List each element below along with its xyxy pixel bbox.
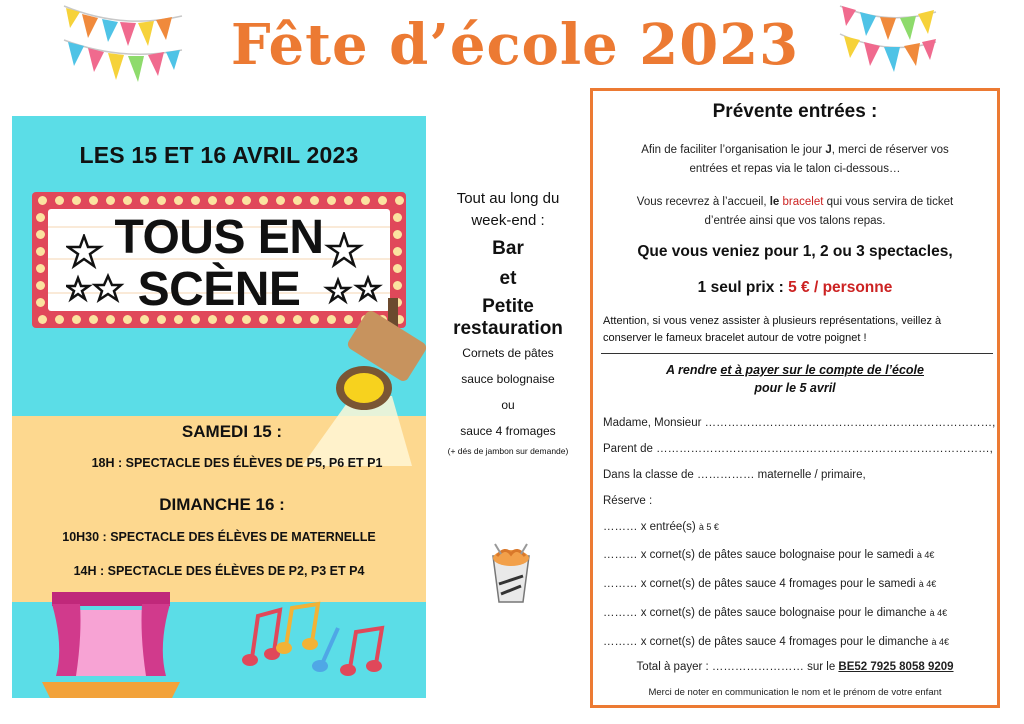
and-label: et — [499, 268, 517, 289]
form-question: Que vous veniez pour 1, 2 ou 3 spectacles, — [637, 243, 953, 260]
marquee-bulb — [106, 315, 115, 324]
total-line[interactable] — [593, 661, 997, 673]
order-line-3[interactable] — [603, 607, 995, 619]
marquee-bulb — [259, 315, 268, 324]
marquee-bulb — [38, 315, 47, 324]
weekend-intro-line-1: Tout au long du — [456, 190, 560, 207]
order-line-1[interactable] — [603, 549, 995, 561]
poster-headline-line-1: TOUS EN — [114, 211, 324, 264]
middle-info — [432, 188, 584, 458]
saturday-title: SAMEDI 15 : — [181, 422, 283, 441]
bracelet-word: bracelet — [782, 196, 824, 208]
star-icons-left — [66, 234, 156, 314]
marquee-bulb — [106, 196, 115, 205]
food-title-line-1: Petite — [482, 296, 534, 317]
marquee-bulb — [208, 315, 217, 324]
return-text-c: pour le 5 avril — [754, 381, 836, 395]
event-poster — [12, 116, 426, 698]
marquee-bulb — [378, 196, 387, 205]
return-text-b: et à payer sur le compte de l’école — [720, 363, 924, 377]
total-label: Total à payer : …………………… sur le — [636, 661, 839, 673]
form-footer: Merci de noter en communication le nom et le prénom de votre enfant — [648, 687, 942, 698]
form-intro-1-text-b: , merci de réserver vos — [831, 144, 949, 156]
order-line-entry[interactable] — [603, 521, 995, 533]
sunday-title: DIMANCHE 16 : — [159, 495, 285, 514]
marquee-bulb — [191, 315, 200, 324]
order-line-2[interactable] — [603, 578, 995, 590]
food-item: sauce 4 fromages — [460, 424, 556, 438]
order-line-3-text: ……… x cornet(s) de pâtes sauce bolognaise pour le dimanche — [603, 607, 930, 619]
marquee-bulb — [259, 196, 268, 205]
bunting-left-icon — [62, 0, 184, 96]
food-title-line-2: restauration — [453, 318, 563, 339]
order-line-3-price: à 4€ — [929, 608, 948, 618]
order-line-4-text: ……… x cornet(s) de pâtes sauce 4 fromages pour le dimanche — [603, 636, 932, 648]
order-line-1-price: à 4€ — [916, 550, 935, 560]
marquee-bulb — [293, 196, 302, 205]
food-title — [432, 296, 584, 340]
order-line-4[interactable] — [603, 636, 995, 648]
marquee-bulb — [327, 196, 336, 205]
form-intro-1-text: Afin de faciliter l’organisation le jour — [641, 144, 826, 156]
music-notes-icon — [240, 598, 390, 684]
price-value: 5 € / personne — [788, 279, 893, 296]
marquee-bulb — [395, 196, 404, 205]
saturday-show: 18H : SPECTACLE DES ÉLÈVES DE P5, P6 ET P1 — [91, 456, 383, 470]
marquee-bulb — [55, 315, 64, 324]
marquee-bulb — [310, 196, 319, 205]
marquee-bulb — [174, 196, 183, 205]
form-intro-2-text: Vous recevrez à l’accueil, — [636, 196, 770, 208]
marquee-bulb — [276, 315, 285, 324]
form-warning: Attention, si vous venez assister à plusieurs représentations, veillez à conserver le fameux bracelet autour de votre poignet ! — [603, 315, 942, 344]
marquee-bulb — [225, 196, 234, 205]
sunday-show-1: 10H30 : SPECTACLE DES ÉLÈVES DE MATERNELLE — [62, 530, 376, 544]
form-price — [593, 279, 997, 297]
form-title: Prévente entrées : — [712, 101, 878, 122]
bunting-right-icon — [838, 0, 938, 84]
order-line-entry-price: à 5 € — [698, 522, 719, 532]
marquee-bulb — [140, 196, 149, 205]
form-intro-2 — [593, 193, 997, 231]
form-intro-1 — [593, 141, 997, 179]
marquee-bulb — [242, 315, 251, 324]
food-item: Cornets de pâtes — [462, 346, 554, 360]
field-class[interactable]: Dans la classe de …………… maternelle / primaire, — [603, 469, 866, 481]
marquee-bulb — [225, 315, 234, 324]
marquee-bulb — [72, 196, 81, 205]
field-parent[interactable]: Parent de ……………………………………………………………………………, — [603, 443, 993, 455]
order-line-2-text: ……… x cornet(s) de pâtes sauce 4 fromages pour le samedi — [603, 578, 919, 590]
form-intro-2-text-b: qui vous servira de ticket — [823, 196, 954, 208]
return-instructions — [593, 361, 997, 397]
marquee-bulb — [191, 196, 200, 205]
page-title: Fête d’école 2023 — [230, 12, 800, 78]
poster-dates: LES 15 ET 16 AVRIL 2023 — [79, 142, 359, 168]
marquee-bulb — [157, 196, 166, 205]
marquee-bulb — [174, 315, 183, 324]
form-intro-1-text-c: entrées et repas via le talon ci-dessous… — [689, 163, 901, 175]
pasta-box-icon — [487, 540, 535, 604]
order-line-entry-text: ……… x entrée(s) — [603, 521, 699, 533]
stage-curtain-icon — [36, 586, 186, 698]
marquee-bulb — [38, 196, 47, 205]
marquee-bulb — [72, 315, 81, 324]
iban-number: BE52 7925 8058 9209 — [838, 661, 954, 673]
food-item: ou — [501, 398, 515, 412]
marquee-bulb — [242, 196, 251, 205]
form-intro-2-le: le — [769, 196, 780, 208]
weekend-intro — [432, 188, 584, 232]
price-label: 1 seul prix : — [697, 279, 789, 296]
marquee-bulb — [123, 196, 132, 205]
weekend-intro-line-2: week-end : — [471, 212, 545, 229]
marquee-bulb — [89, 315, 98, 324]
cut-line — [601, 353, 993, 354]
form-intro-2-text-c: d’entrée ainsi que vos talons repas. — [704, 215, 886, 227]
marquee-bulb — [55, 196, 64, 205]
marquee-bulb — [276, 196, 285, 205]
return-text-a: A rendre — [666, 363, 721, 377]
order-line-4-price: à 4€ — [931, 637, 950, 647]
marquee-bulb — [361, 196, 370, 205]
marquee-bulb — [123, 315, 132, 324]
sunday-show-2: 14H : SPECTACLE DES ÉLÈVES DE P2, P3 ET P4 — [73, 564, 365, 578]
bar-label: Bar — [492, 238, 524, 259]
marquee-bulb — [140, 315, 149, 324]
food-note: (+ dés de jambon sur demande) — [447, 446, 569, 456]
marquee-bulb — [344, 196, 353, 205]
marquee-bulb — [89, 196, 98, 205]
form-intro-1-j: J — [825, 144, 832, 156]
marquee-bulb — [208, 196, 217, 205]
reserve-label: Réserve : — [603, 495, 653, 507]
field-name[interactable]: Madame, Monsieur …………………………………………………………………, — [603, 417, 995, 429]
preorder-form — [590, 88, 1000, 708]
food-item: sauce bolognaise — [461, 372, 555, 386]
order-line-1-text: ……… x cornet(s) de pâtes sauce bolognaise pour le samedi — [603, 549, 917, 561]
order-line-2-price: à 4€ — [918, 579, 937, 589]
poster-headline-line-2: SCÈNE — [137, 263, 301, 316]
marquee-bulb — [157, 315, 166, 324]
